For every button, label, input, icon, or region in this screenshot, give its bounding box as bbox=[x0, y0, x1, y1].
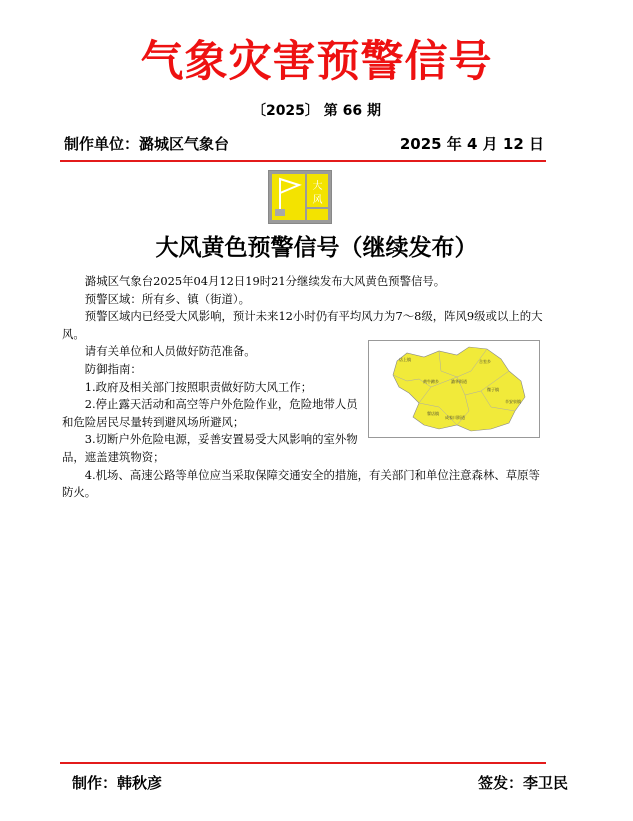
map-label: 翟店镇 bbox=[427, 411, 439, 416]
header-divider bbox=[60, 160, 546, 162]
warning-subtitle: 大风黄色预警信号（继续发布） bbox=[155, 235, 478, 261]
guide-item-1: 1.政府及相关部门按照职责做好防大风工作； bbox=[84, 379, 313, 394]
paragraph-issue: 潞城区气象台2025年04月12日19时21分继续发布大风黄色预警信号。 bbox=[84, 274, 446, 288]
map-label: 合室乡 bbox=[479, 359, 491, 364]
icon-label-bottom: 风 bbox=[312, 195, 323, 206]
issue-number: 〔2025〕 第 66 期 bbox=[251, 103, 382, 119]
issuing-unit: 制作单位：潞城区气象台 bbox=[64, 135, 230, 153]
signer: 签发：李卫民 bbox=[477, 774, 568, 792]
map-label: 成家川街道 bbox=[445, 415, 465, 420]
issue-date: 2025 年 4 月 12 日 bbox=[399, 135, 544, 153]
map-label: 辛安泉镇 bbox=[505, 399, 521, 404]
paragraph-guide-title: 防御指南： bbox=[84, 361, 142, 376]
guide-item-2: 2.停止露天活动和高空等户外危险作业，危险地带人员和危险居民尽量转到避风场所避风； bbox=[62, 397, 358, 429]
page-title: 气象灾害预警信号 bbox=[140, 37, 493, 87]
map-label: 黄牛蹄乡 bbox=[423, 379, 439, 384]
yellow-gale-warning-icon bbox=[268, 170, 332, 224]
guide-item-3: 3.切断户外危险电源，妥善安置易受大风影响的室外物品，遮盖建筑物资； bbox=[62, 432, 358, 464]
header-info-row bbox=[64, 133, 544, 154]
map-label: 潞华街道 bbox=[451, 379, 467, 384]
paragraph-forecast: 预警区域内已经受大风影响，预计未来12小时仍有平均风力为7～8级，阵风9级或以上的大风。 bbox=[62, 309, 543, 341]
guide-item-4: 4.机场、高速公路等单位应当采取保障交通安全的措施，有关部门和单位注意森林、草原等防火。 bbox=[62, 467, 540, 500]
footer-divider bbox=[60, 762, 546, 764]
icon-label-top: 大 bbox=[312, 181, 323, 192]
paragraph-notice: 请有关单位和人员做好防范准备。 bbox=[84, 344, 256, 359]
paragraph-area: 预警区域：所有乡、镇（街道）。 bbox=[84, 291, 250, 306]
map-label: 店上镇 bbox=[399, 357, 411, 362]
maker: 制作：韩秋彦 bbox=[72, 774, 163, 792]
map-label: 微子镇 bbox=[487, 387, 499, 392]
warning-area-map bbox=[368, 340, 540, 438]
footer-row bbox=[72, 772, 568, 793]
